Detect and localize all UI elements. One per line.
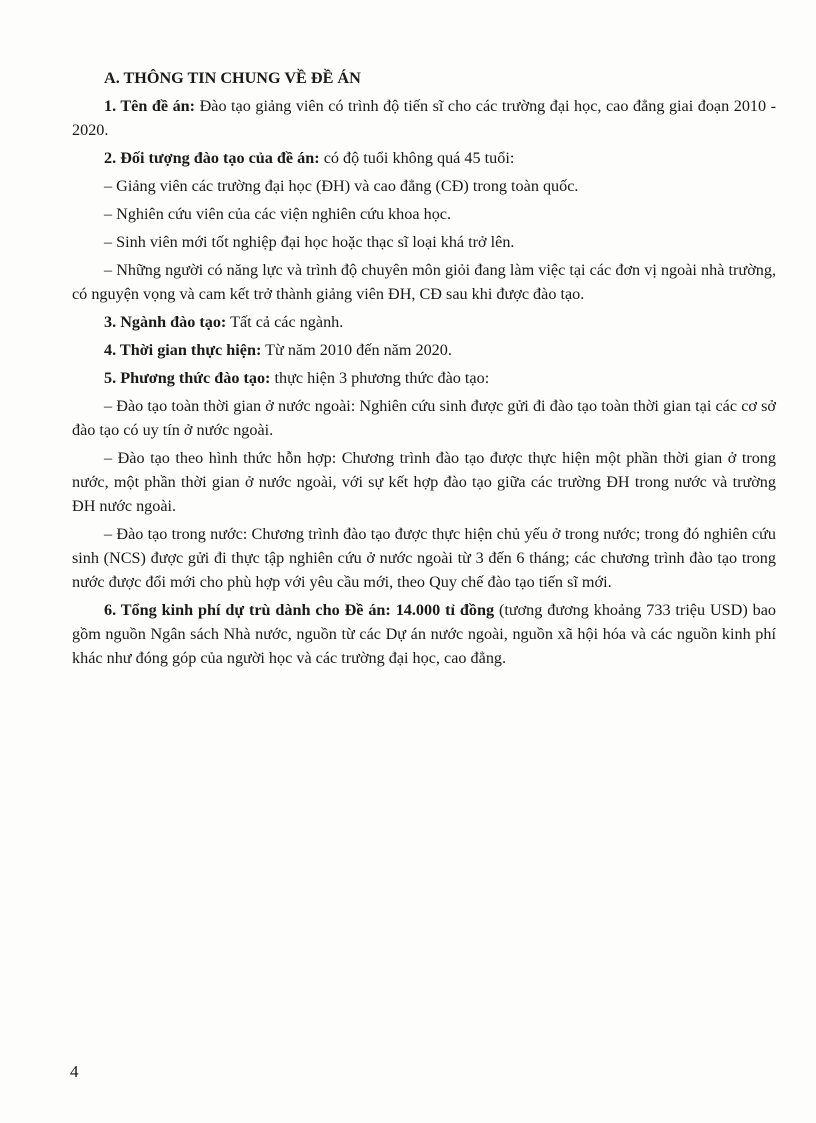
item-label: 2. Đối tượng đào tạo của đề án: (104, 149, 320, 167)
item-text: thực hiện 3 phương thức đào tạo: (270, 369, 490, 387)
item-text: Từ năm 2010 đến năm 2020. (261, 341, 452, 359)
item-duration (72, 338, 776, 362)
section-heading: A. THÔNG TIN CHUNG VỀ ĐỀ ÁN (104, 69, 361, 87)
item-target-group (72, 146, 776, 170)
item-text: Đào tạo giảng viên có trình độ tiến sĩ cho các trường đại học, cao đẳng giai đoạn 2010 - 2020. (72, 97, 776, 139)
item-text: (tương đương khoảng 733 triệu USD) bao gồm nguồn Ngân sách Nhà nước, nguồn từ các Dự án nước ngoài, nguồn xã hội hóa và các nguồn kinh phí khác như đóng góp của người học và các trường đại học, cao đẳng. (72, 601, 776, 667)
item-label: 6. Tổng kinh phí dự trù dành cho Đề án: 14.000 tỉ đồng (104, 601, 495, 619)
bullet-item: – Đào tạo toàn thời gian ở nước ngoài: Nghiên cứu sinh được gửi đi đào tạo toàn thời gian tại các cơ sở đào tạo có uy tín ở nước ngoài. (72, 397, 776, 439)
bullet-item: – Nghiên cứu viên của các viện nghiên cứu khoa học. (104, 205, 452, 223)
page-number: 4 (70, 1062, 79, 1081)
bullet-item: – Đào tạo trong nước: Chương trình đào tạo được thực hiện chủ yếu ở trong nước; trong đó nghiên cứu sinh (NCS) được gửi đi thực tập nghiên cứu ở nước ngoài từ 3 đến 6 tháng; các chương trình đào tạo trong nước được đổi mới cho phù hợp với yêu cầu mới, theo Quy chế đào tạo tiến sĩ mới. (72, 525, 776, 591)
item-field (72, 310, 776, 334)
bullet-item: – Giảng viên các trường đại học (ĐH) và cao đẳng (CĐ) trong toàn quốc. (104, 177, 579, 195)
item-budget (72, 598, 776, 670)
item-label: 5. Phương thức đào tạo: (104, 369, 271, 387)
item-label: 3. Ngành đào tạo: (104, 313, 227, 331)
item-text: Tất cả các ngành. (226, 313, 344, 331)
bullet-item: – Đào tạo theo hình thức hỗn hợp: Chương trình đào tạo được thực hiện một phần thời gian ở trong nước, một phần thời gian ở nước ngoài, với sự kết hợp đào tạo giữa các trường ĐH trong nước và trường ĐH nước ngoài. (72, 449, 776, 515)
item-training-method (72, 366, 776, 390)
item-label: 1. Tên đề án: (104, 97, 196, 115)
bullet-item: – Sinh viên mới tốt nghiệp đại học hoặc thạc sĩ loại khá trở lên. (104, 233, 515, 251)
item-project-name (72, 94, 776, 142)
item-label: 4. Thời gian thực hiện: (104, 341, 262, 359)
document-body (72, 66, 776, 674)
bullet-item: – Những người có năng lực và trình độ chuyên môn giỏi đang làm việc tại các đơn vị ngoài nhà trường, có nguyện vọng và cam kết trở thành giảng viên ĐH, CĐ sau khi được đào tạo. (72, 261, 776, 303)
item-text: có độ tuổi không quá 45 tuổi: (319, 149, 515, 167)
